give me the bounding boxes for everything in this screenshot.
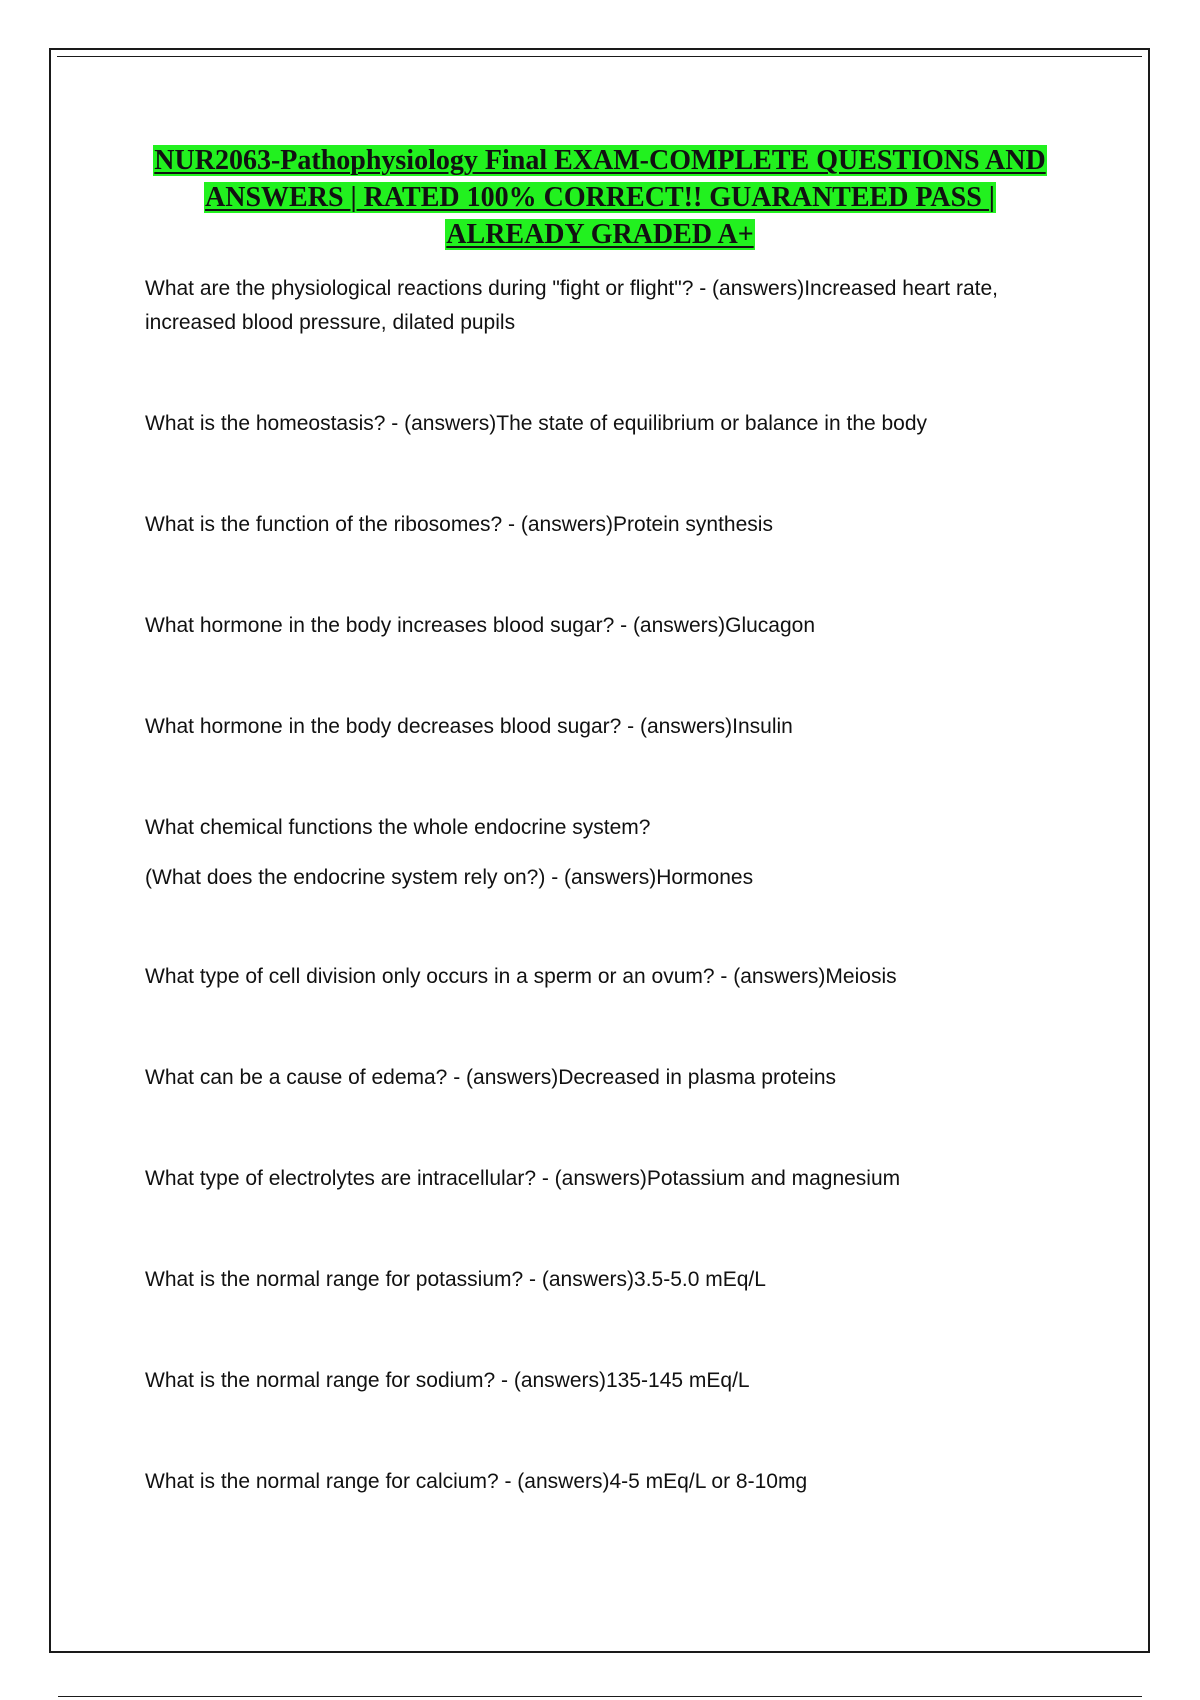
title-line-1: NUR2063-Pathophysiology Final EXAM-COMPLETE QUESTIONS AND xyxy=(154,145,1046,176)
qa-text: What is the homeostasis? - (answers)The state of equilibrium or balance in the body xyxy=(145,412,928,435)
qa-item xyxy=(145,407,1075,508)
qa-item xyxy=(145,272,1075,407)
qa-text: What chemical functions the whole endocrine system? xyxy=(145,816,651,839)
title-line-2: ANSWERS | RATED 100% CORRECT!! GUARANTEED PASS | xyxy=(205,182,995,213)
qa-text: What type of cell division only occurs in a sperm or an ovum? - (answers)Meiosis xyxy=(145,965,897,988)
next-page-rule xyxy=(58,1696,1142,1697)
qa-text: What are the physiological reactions during "fight or flight"? - (answers)Increased heart rate, increased blood pressure, dilated pupils xyxy=(145,277,998,334)
qa-text: What is the normal range for sodium? - (answers)135-145 mEq/L xyxy=(145,1369,750,1392)
document-title xyxy=(120,142,1080,253)
qa-text: What is the normal range for potassium? - (answers)3.5-5.0 mEq/L xyxy=(145,1268,766,1291)
qa-item xyxy=(145,811,1075,960)
qa-item xyxy=(145,1465,1075,1505)
qa-item xyxy=(145,960,1075,1061)
qa-text: What is the normal range for calcium? - (answers)4-5 mEq/L or 8-10mg xyxy=(145,1470,808,1493)
qa-text: What hormone in the body decreases blood sugar? - (answers)Insulin xyxy=(145,715,793,738)
top-rule xyxy=(57,56,1142,57)
qa-text: What hormone in the body increases blood sugar? - (answers)Glucagon xyxy=(145,614,816,637)
qa-text-continued: (What does the endocrine system rely on?) - (answers)Hormones xyxy=(145,866,754,889)
qa-text: What is the function of the ribosomes? - (answers)Protein synthesis xyxy=(145,513,773,536)
qa-item xyxy=(145,609,1075,710)
qa-text: What can be a cause of edema? - (answers)Decreased in plasma proteins xyxy=(145,1066,837,1089)
qa-item xyxy=(145,508,1075,609)
qa-item xyxy=(145,1061,1075,1162)
qa-list xyxy=(145,272,1075,1505)
qa-item xyxy=(145,1162,1075,1263)
title-line-3: ALREADY GRADED A+ xyxy=(446,219,754,250)
qa-text: What type of electrolytes are intracellular? - (answers)Potassium and magnesium xyxy=(145,1167,901,1190)
qa-item xyxy=(145,1263,1075,1364)
qa-item xyxy=(145,1364,1075,1465)
qa-item xyxy=(145,710,1075,811)
